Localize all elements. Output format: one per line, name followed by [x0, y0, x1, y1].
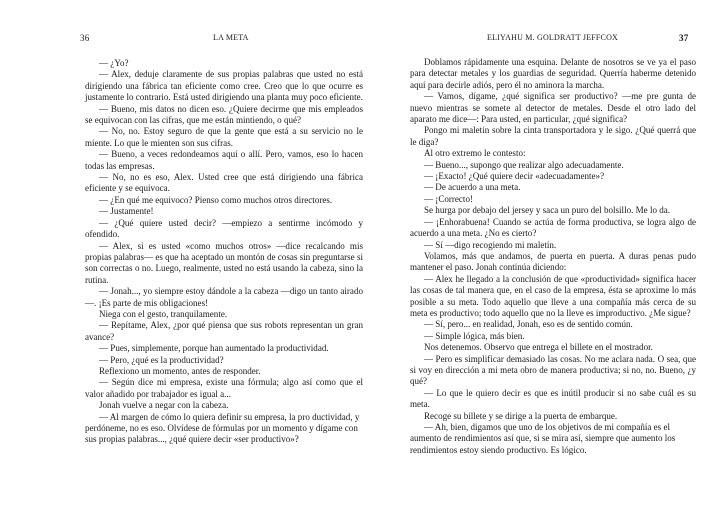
- paragraph: — Bueno, mis datos no dicen eso. ¿Quiere decirme que mis empleados se equivocan con las cifras, que me están mintiendo, o qué?: [85, 103, 363, 126]
- paragraph: — ¡Correcto!: [424, 193, 473, 204]
- left-page-number: 36: [80, 33, 90, 43]
- right-page-number: 37: [679, 33, 689, 43]
- paragraph: — Bueno..., supongo que realizar algo adecuadamente.: [424, 159, 624, 170]
- paragraph: Jonah vuelve a negar con la cabeza.: [99, 400, 229, 411]
- paragraph: — Justamente!: [99, 206, 154, 217]
- paragraph: — ¡Exacto! ¿Qué quiere decir «adecuadamente»?: [424, 171, 605, 182]
- paragraph: Se hurga por debajo del jersey y saca un puro del bolsillo. Me lo da.: [424, 205, 671, 216]
- paragraph: Nos detenemos. Observo que entrega el billete en el mostrador.: [424, 342, 653, 353]
- paragraph: Recoge su billete y se dirige a la puerta de embarque.: [424, 410, 618, 421]
- paragraph: Reflexiono un momento, antes de responder.: [99, 365, 261, 376]
- left-running-title: LA META: [213, 33, 249, 42]
- paragraph: — Alex, deduje claramente de sus propias palabras que usted no está dirigiendo una fábrica tan eficiente como cree. Creo que lo que ocurre es justamente lo contrario. Está usted dirigiendo una planta muy poco eficiente.: [85, 69, 363, 103]
- paragraph: Volamos, más que andamos, de puerta en puerta. A duras penas pudo mantener el paso. Jonah continúa diciendo:: [410, 250, 696, 273]
- paragraph: — Pues, simplemente, porque han aumentado la productividad.: [99, 343, 329, 354]
- paragraph: — Según dice mi empresa, existe una fórmula; algo así como que el valor añadido por trabajador es igual a...: [85, 377, 363, 399]
- paragraph: — Repítame, Alex, ¿por qué piensa que sus robots representan un gran avance?: [85, 320, 363, 342]
- paragraph: — Sí —digo recogiendo mi maletín.: [424, 239, 557, 250]
- paragraph: — ¡Enhorabuena! Cuando se actúa de forma productiva, se logra algo de acuerdo a una meta. ¿No es cierto?: [410, 216, 696, 239]
- paragraph: Al otro extremo le contesto:: [424, 148, 526, 159]
- paragraph: — Pero es simplificar demasiado las cosas. No me aclara nada. O sea, que si voy en dirección a mi meta obro de manera productiva; si no, no. Bueno, ¿y qué?: [410, 353, 696, 387]
- paragraph: — Simple lógica, más bien.: [424, 330, 525, 341]
- paragraph: — ¿Yo?: [99, 58, 129, 68]
- paragraph: Pongo mi maletín sobre la cinta transportadora y le sigo. ¿Qué querrá que le diga?: [410, 125, 696, 147]
- paragraph: — Vamos, dígame, ¿qué significa ser productivo? —me pre gunta de nuevo mientras se somete al detector de metales. Desde el otro lado del aparato me dice—: Para usted, en particular, ¿qué significa?: [410, 91, 696, 125]
- right-running-title: ELIYAHU M. GOLDRATT JEFFCOX: [487, 33, 619, 42]
- right-text-column: [410, 57, 696, 456]
- paragraph: — Jonah..., yo siempre estoy dándole a la cabeza —digo un tanto airado—. ¡Es parte de mis obligaciones!: [85, 286, 363, 308]
- paragraph: — Sí, pero... en realidad, Jonah, eso es de sentido común.: [424, 319, 633, 330]
- paragraph: — Ah, bien, digamos que uno de los objetivos de mi compañía es el aumento de rendimientos así que, si se mira así, siempre que aumento los rendimientos estoy siendo productivo. Es lógico.: [410, 422, 676, 455]
- paragraph: — ¿Qué quiere usted decir? —empiezo a sentirme incómodo y ofendido.: [85, 217, 363, 240]
- paragraph: — Alex, si es usted «como muchos otros» —dice recalcando mis propias palabras— es que ha aceptado un montón de cosas sin preguntarse si son correctas o no. Luego, realmente, usted no está usando la cabeza, sino la rutina.: [85, 240, 363, 285]
- left-text-column: [85, 58, 363, 446]
- paragraph: Niega con el gesto, tranquilamente.: [99, 308, 228, 319]
- paragraph: — ¿En qué me equivoco? Pienso como muchos otros directores.: [99, 194, 333, 205]
- paragraph: — Bueno, a veces redondeamos aquí o allí. Pero, vamos, eso lo hacen todas las empresas.: [85, 149, 363, 171]
- paragraph: — De acuerdo a una meta.: [424, 182, 521, 193]
- paragraph: — Alex he llegado a la conclusión de que «productividad» significa hacer las cosas de tal manera que, en el caso de la empresa, ésta se aproxime lo más posible a su meta. Todo aquello que lleve a una compañía más cerca de su meta es productivo; todo aquello que no la lleve es improductivo. ¿Me sigue?: [410, 273, 696, 318]
- paragraph: — Lo que le quiero decir es que es inútil producir si no sabe cuál es su meta.: [410, 387, 696, 410]
- paragraph: — Al margen de cómo lo quiera definir su empresa, la pro ductividad, y perdóneme, no es eso. Olvídese de fórmulas por un momento y dígame con sus propias palabras..., ¿qué quiere decir «ser productivo»?: [85, 411, 360, 445]
- paragraph: — No, no es eso, Alex. Usted cree que está dirigiendo una fábrica eficiente y se equivoca.: [85, 172, 363, 194]
- paragraph: — No, no. Estoy seguro de que la gente que está a su servicio no le miente. Lo que le mienten son sus cifras.: [85, 126, 363, 148]
- paragraph: Doblamos rápidamente una esquina. Delante de nosotros se ve ya el paso para detectar metales y los guardias de seguridad. Querría haberme detenido aquí para decirle adiós, pero él no aminora la marcha.: [410, 57, 696, 90]
- paragraph: — Pero, ¿qué es la productividad?: [99, 354, 224, 365]
